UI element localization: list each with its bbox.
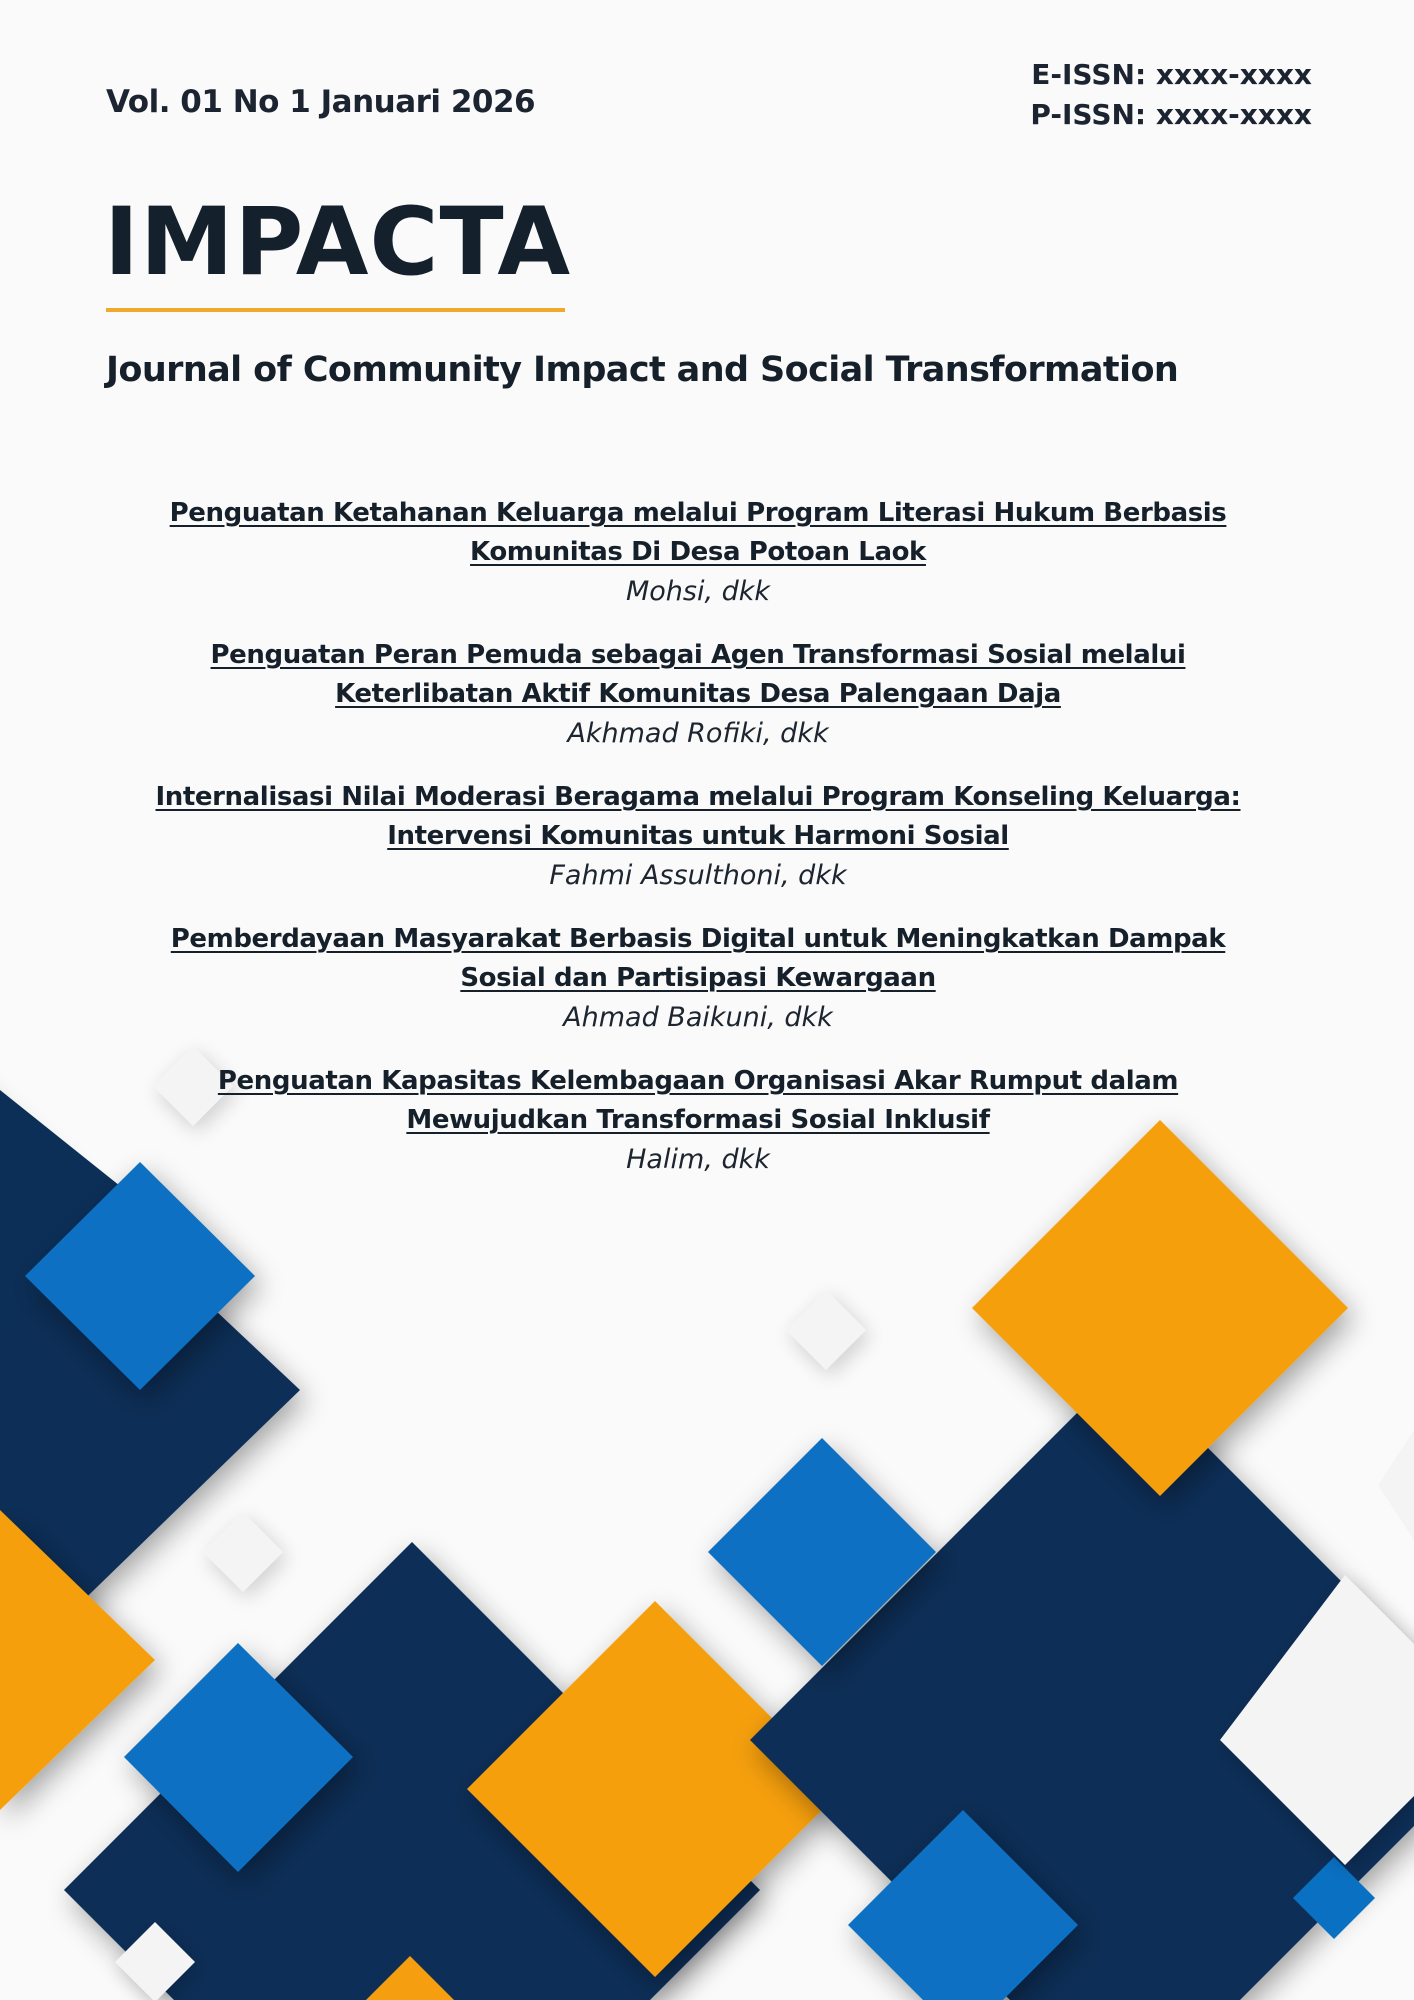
- article-author: Akhmad Rofiki, dkk: [567, 718, 829, 749]
- article-item: [110, 920, 1286, 1037]
- article-title-line: Internalisasi Nilai Moderasi Beragama melalui Program Konseling Keluarga:: [155, 782, 1241, 812]
- article-title-line: Intervensi Komunitas untuk Harmoni Sosial: [387, 821, 1009, 851]
- article-title-line: Penguatan Peran Pemuda sebagai Agen Transformasi Sosial melalui: [210, 640, 1186, 670]
- issn-block: [1030, 55, 1312, 135]
- article-title-line: Komunitas Di Desa Potoan Laok: [470, 537, 926, 567]
- article-title-line: Penguatan Kapasitas Kelembagaan Organisasi Akar Rumput dalam: [217, 1066, 1179, 1096]
- article-title-line: Pemberdayaan Masyarakat Berbasis Digital untuk Meningkatkan Dampak: [170, 924, 1226, 954]
- article-title-link[interactable]: [110, 636, 1286, 714]
- white-tile-small-3: [203, 1512, 283, 1592]
- article-title-link[interactable]: [110, 920, 1286, 998]
- article-title-line: Mewujudkan Transformasi Sosial Inklusif: [406, 1105, 990, 1135]
- white-tile-right-edge: [1378, 1430, 1414, 1540]
- article-item: [110, 494, 1286, 611]
- article-item: [110, 778, 1286, 895]
- article-title-link[interactable]: [110, 1062, 1286, 1140]
- article-author: Halim, dkk: [626, 1144, 770, 1175]
- article-list: [110, 494, 1286, 1204]
- article-author: Fahmi Assulthoni, dkk: [549, 860, 847, 891]
- journal-title: IMPACTA: [104, 188, 572, 297]
- e-issn: E-ISSN: xxxx-xxxx: [1031, 58, 1312, 91]
- volume-issue-label: Vol. 01 No 1 Januari 2026: [106, 84, 536, 120]
- white-tile-small-2: [786, 1290, 866, 1370]
- title-underline-rule: [106, 308, 565, 312]
- article-title-line: Sosial dan Partisipasi Kewargaan: [460, 963, 936, 993]
- article-item: [110, 636, 1286, 753]
- article-author: Ahmad Baikuni, dkk: [563, 1002, 833, 1033]
- article-item: [110, 1062, 1286, 1179]
- article-title-link[interactable]: [110, 778, 1286, 856]
- article-title-link[interactable]: [110, 494, 1286, 572]
- article-author: Mohsi, dkk: [625, 576, 771, 607]
- p-issn: P-ISSN: xxxx-xxxx: [1030, 98, 1312, 131]
- article-title-line: Penguatan Ketahanan Keluarga melalui Program Literasi Hukum Berbasis: [169, 498, 1227, 528]
- journal-subtitle: Journal of Community Impact and Social Transformation: [106, 350, 1179, 390]
- article-title-line: Keterlibatan Aktif Komunitas Desa Palengaan Daja: [335, 679, 1061, 709]
